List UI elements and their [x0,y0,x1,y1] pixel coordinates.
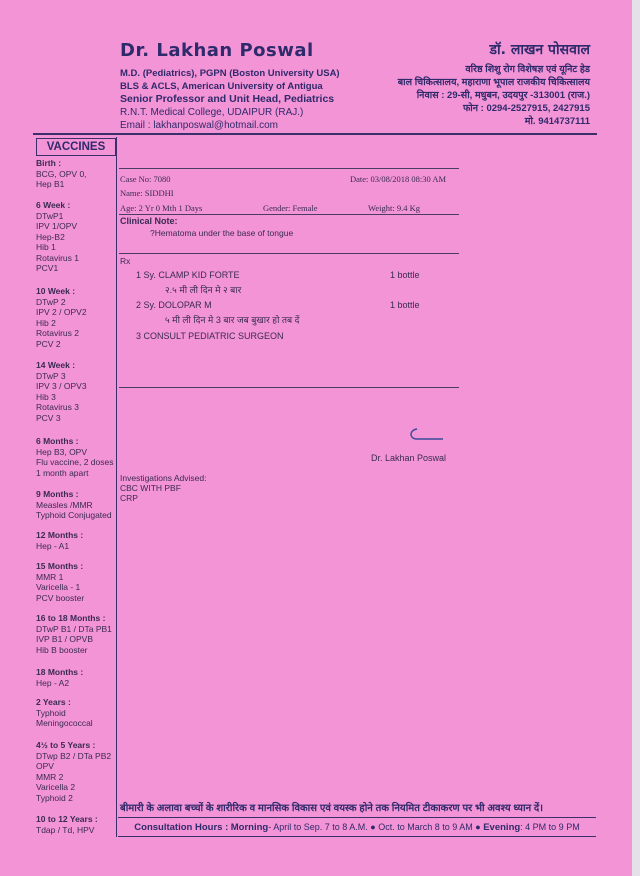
rx-item-2-qty: 1 bottle [390,300,420,310]
vaccines-title: VACCINES [36,138,116,156]
vaccine-item: Flu vaccine, 2 doses [36,457,114,467]
vaccine-group-title: 12 Months : [36,530,84,540]
patient-gender: Gender: Female [263,203,318,213]
patient-age: Age: 2 Yr 0 Mth 1 Days [120,203,203,213]
vaccine-group-title: 16 to 18 Months : [36,613,106,623]
vaccine-item: Hib B booster [36,644,88,655]
vaccine-group-title: 6 Months : [36,436,79,446]
vaccine-item: BCG, OPV 0, [36,168,87,179]
vaccine-item: DTwP 3 [36,370,66,381]
investigations-label: Investigations Advised: [120,473,207,483]
header-divider [33,133,597,135]
vaccine-item: Rotavirus 3 [36,402,79,412]
vaccine-item: Rotavirus 1 [36,252,79,263]
vaccine-item: DTwP B1 / DTa PB1 [36,623,112,634]
rx-item-1-qty: 1 bottle [390,270,420,280]
vaccine-group [36,697,116,729]
vaccine-item: Meningococcal [36,718,93,728]
consultation-hours [118,817,596,837]
vaccine-group-title: 2 Years : [36,697,71,707]
investigation-item-1: CBC WITH PBF [120,483,181,493]
rx-label: Rx [120,256,131,266]
vaccine-item: PCV booster [36,592,85,603]
rx-item-1: 1 Sy. CLAMP KID FORTE [136,270,240,280]
case-mid-rule [119,214,459,215]
vaccine-group-title: 18 Months : [36,667,84,677]
evening-hours: : 4 PM to 9 PM [520,822,580,832]
vaccine-group-title: 6 Week : [36,200,71,210]
vaccine-item: IPV 2 / OPV2 [36,307,87,317]
doctor-name-en: Dr. Lakhan Poswal [120,40,314,61]
vaccine-item: PCV 2 [36,338,61,349]
vaccine-group [36,200,116,274]
doctor-name-hi: डॉ. लाखन पोसवाल [489,42,590,58]
vaccine-item: Typhoid [36,707,66,718]
phone-hi: फोन : 0294-2527915, 2427915 [462,103,590,114]
patient-weight: Weight: 9.4 Kg [368,203,420,213]
page-edge [632,0,640,876]
clinical-note-label: Clinical Note: [120,216,178,226]
vaccine-group [36,360,116,423]
vaccine-group [36,667,116,688]
vaccine-item: Measles /MMR [36,499,93,510]
vaccine-item: OPV [36,761,54,771]
morning-label: Morning [230,822,269,833]
vaccine-item: Varicella - 1 [36,582,81,592]
vaccine-item: Hep-B2 [36,231,65,242]
vaccine-group [36,436,116,478]
email-line: Email : lakhanposwal@hotmail.com [120,120,278,131]
vaccine-group [36,286,116,349]
consult-label: Consultation Hours : [134,822,229,833]
vaccine-item: Hep - A2 [36,677,70,688]
signature-mark [405,427,445,441]
signature-name: Dr. Lakhan Poswal [371,453,447,463]
investigation-item-2: CRP [120,493,138,503]
vaccine-group [36,561,116,603]
designation-line: Senior Professor and Unit Head, Pediatrics [120,93,335,105]
vaccine-item: DTwP 2 [36,296,66,307]
header-hindi [330,40,590,128]
vaccine-group [36,530,116,551]
vaccine-item: IPV 1/OPV [36,221,78,231]
vaccine-group-title: 14 Week : [36,360,76,370]
vaccine-item: Hib 2 [36,317,56,328]
rx-item-1-dose: २.५ मी ली दिन मे २ बार [165,285,242,295]
vaccine-item: Typhoid Conjugated [36,510,112,520]
vaccine-group [36,613,116,655]
patient-name: Name: SIDDHI [120,188,174,198]
vaccine-group-title: 15 Months : [36,561,84,571]
vaccine-item: IPV 3 / OPV3 [36,381,87,391]
qualification-line: M.D. (Pediatrics), PGPN (Boston University USA) [120,68,340,79]
vaccine-item: DTwp B2 / DTa PB2 [36,750,112,761]
vaccine-item: MMR 2 [36,771,64,782]
rx-top-rule [119,253,459,254]
vaccine-item: PCV 3 [36,412,61,423]
clinical-note-text: ?Hematoma under the base of tongue [150,228,294,238]
case-top-rule [119,168,459,169]
rx-item-2-dose: ५ मी ली दिन मे 3 बार जब बुखार हो तब दें [165,315,300,325]
vaccine-group-title: 9 Months : [36,489,79,499]
vaccine-item: Typhoid 2 [36,792,73,803]
vaccine-item: Hep - A1 [36,540,70,551]
vaccine-group-title: 10 to 12 Years : [36,814,98,824]
vaccine-item: Hib 3 [36,391,56,402]
morning-hours: - April to Sep. 7 to 8 A.M. ● Oct. to March 8 to 9 AM ● [268,822,481,832]
designation-hi: वरिष्ठ शिशु रोग विशेषज्ञ एवं यूनिट हेड [465,64,590,75]
case-number: Case No: 7080 [120,174,171,184]
vaccine-item: Hib 1 [36,242,56,252]
case-date: Date: 03/08/2018 08:30 AM [350,174,447,184]
hospital-hi: बाल चिकित्सालय, महाराणा भूपाल राजकीय चिकित्सालय [397,77,590,88]
vaccine-group-title: 4½ to 5 Years : [36,740,96,750]
vaccine-item: PCV1 [36,263,59,273]
vaccine-group [36,489,116,521]
vaccine-item: Rotavirus 2 [36,328,79,338]
rx-item-3: 3 CONSULT PEDIATRIC SURGEON [136,331,284,341]
vaccine-group [36,814,116,835]
mobile-hi: मो. 9414737111 [524,116,590,127]
vaccine-item: Varicella 2 [36,782,76,792]
vaccine-item: MMR 1 [36,571,64,582]
rx-bottom-rule [119,387,459,388]
vaccine-item: DTwP1 [36,210,64,221]
evening-label: Evening [483,822,521,833]
vaccine-item: IVP B1 / OPVB [36,634,94,644]
vaccine-group [36,158,116,190]
header-english [120,40,360,132]
vaccine-item: Tdap / Td, HPV [36,824,95,835]
college-line: R.N.T. Medical College, UDAIPUR (RAJ.) [120,107,304,118]
residence-hi: निवास : 29-सी, मधुबन, उदयपुर -313001 (राज.) [416,90,590,101]
vaccine-item: Hep B1 [36,179,65,189]
rx-item-2: 2 Sy. DOLOPAR M [136,300,212,310]
vaccine-group-title: 10 Week : [36,286,76,296]
certification-line: BLS & ACLS, American University of Antigua [120,81,323,92]
vaccine-group-title: Birth : [36,158,62,168]
vaccine-group [36,740,116,803]
footer-hindi-note: बीमारी के अलावा बच्चों के शारीरिक व मानसिक विकास एवं वयस्क होने तक नियमित टीकाकरण पर भी अवश्य ध्यान दें। [120,803,543,814]
vaccine-item: Hep B3, OPV [36,446,88,457]
vaccine-item: 1 month apart [36,467,89,478]
